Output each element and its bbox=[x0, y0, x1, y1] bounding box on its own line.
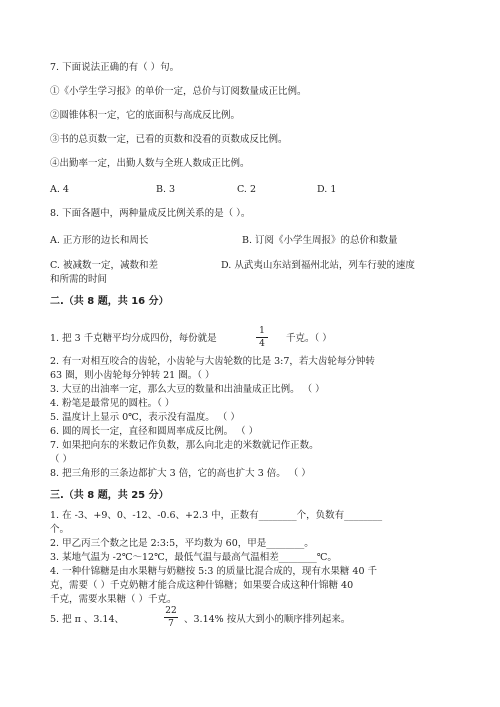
fraction-bar bbox=[256, 337, 268, 338]
section-2-title: 二.（共 8 题，共 16 分） bbox=[50, 296, 169, 307]
s2-q6: 6. 圆的周长一定，直径和圆周率成反比例。 （ ） bbox=[50, 426, 259, 437]
q8-option-d: D. 从武夷山东站到福州北站，列车行驶的速度 bbox=[221, 260, 415, 271]
fraction-numerator: 1 bbox=[259, 326, 265, 336]
s2-q5: 5. 温度计上显示 0℃，表示没有温度。 （ ） bbox=[50, 412, 240, 423]
q7-option-b: B. 3 bbox=[156, 184, 176, 195]
s3-q4-line3: 千克，需要水果糖（ ）千克。 bbox=[50, 594, 177, 605]
fraction-bar bbox=[164, 617, 178, 618]
q7-statement-4: ④出勤率一定，出勤人数与全班人数成正比例。 bbox=[50, 158, 250, 169]
q8-option-c: C. 被减数一定，减数和差 bbox=[50, 260, 158, 271]
q8-option-a: A. 正方形的边长和周长 bbox=[50, 235, 149, 246]
s3-q1-line2: 个。 bbox=[50, 524, 70, 535]
section-3-title: 三.（共 8 题，共 25 分） bbox=[50, 490, 169, 501]
s2-q1-fraction bbox=[256, 326, 268, 349]
s2-q3: 3. 大豆的出油率一定，那么大豆的数量和出油量成正比例。 （ ） bbox=[50, 384, 325, 395]
s3-q1-line1: 1. 在 -3、+9、0、-12、-0.6、+2.3 中，正数有________个，负数有________ bbox=[50, 510, 383, 521]
q7-option-a: A. 4 bbox=[50, 184, 69, 195]
q7-option-d: D. 1 bbox=[317, 184, 337, 195]
q8-stem: 8. 下面各题中，两种量成反比例关系的是（ ）。 bbox=[50, 208, 251, 219]
fraction-denominator: 7 bbox=[168, 619, 174, 629]
s3-q4-line1: 4. 一种什锦糖是由水果糖与奶糖按 5:3 的质量比混合成的，现有水果糖 40 千 bbox=[50, 566, 378, 577]
s2-q2-line1: 2. 有一对相互咬合的齿轮，小齿轮与大齿轮数的比是 3:7，若大齿轮每分钟转 bbox=[50, 356, 375, 367]
s2-q2-line2: 63 圈，则小齿轮每分钟转 21 圈。（ ） bbox=[50, 370, 215, 381]
s3-q5-text: 5. 把 π 、3.14、 bbox=[50, 614, 125, 625]
s2-q7-line1: 7. 如果把向东的米数记作负数，那么向北走的米数就记作正数。 bbox=[50, 440, 319, 451]
s3-q4-line2: 克，需要（ ）千克奶糖才能合成这种什锦糖；如果要合成这种什锦糖 40 bbox=[50, 580, 354, 591]
s2-q1-text-end: 千克。（ ） bbox=[286, 333, 332, 344]
s2-q1-text: 1. 把 3 千克糖平均分成四份，每份就是 bbox=[50, 333, 217, 344]
fraction-numerator: 22 bbox=[165, 606, 177, 616]
s3-q2: 2. 甲乙丙三个数之比是 2:3:5，平均数为 60，甲是________。 bbox=[50, 538, 314, 549]
q7-option-c: C. 2 bbox=[237, 184, 257, 195]
s2-q8: 8. 把三角形的三条边都扩大 3 倍，它的高也扩大 3 倍。 （ ） bbox=[50, 468, 311, 479]
s3-q5-fraction bbox=[164, 606, 178, 629]
fraction-denominator: 4 bbox=[259, 339, 265, 349]
q8-option-b: B. 订阅《小学生周报》的总价和数量 bbox=[242, 235, 398, 246]
q7-statement-2: ②圆锥体积一定，它的底面积与高成反比例。 bbox=[50, 110, 241, 121]
q7-statement-1: ①《小学生学习报》的单价一定，总价与订阅数量成正比例。 bbox=[50, 86, 307, 97]
q7-stem: 7. 下面说法正确的有（ ）句。 bbox=[50, 62, 180, 73]
q7-statement-3: ③书的总页数一定，已看的页数和没看的页数成反比例。 bbox=[50, 134, 288, 145]
s2-q4: 4. 粉笔是最常见的圆柱。（ ） bbox=[50, 398, 175, 409]
s2-q7-line2: （ ） bbox=[50, 454, 73, 465]
s3-q3: 3. 某地气温为 -2℃～12℃，最低气温与最高气温相差________℃。 bbox=[50, 552, 337, 563]
q8-option-d-continued: 和所需的时间 bbox=[50, 274, 108, 285]
s3-q5-text-end: 、3.14% 按从大到小的顺序排列起来。 bbox=[184, 614, 351, 625]
